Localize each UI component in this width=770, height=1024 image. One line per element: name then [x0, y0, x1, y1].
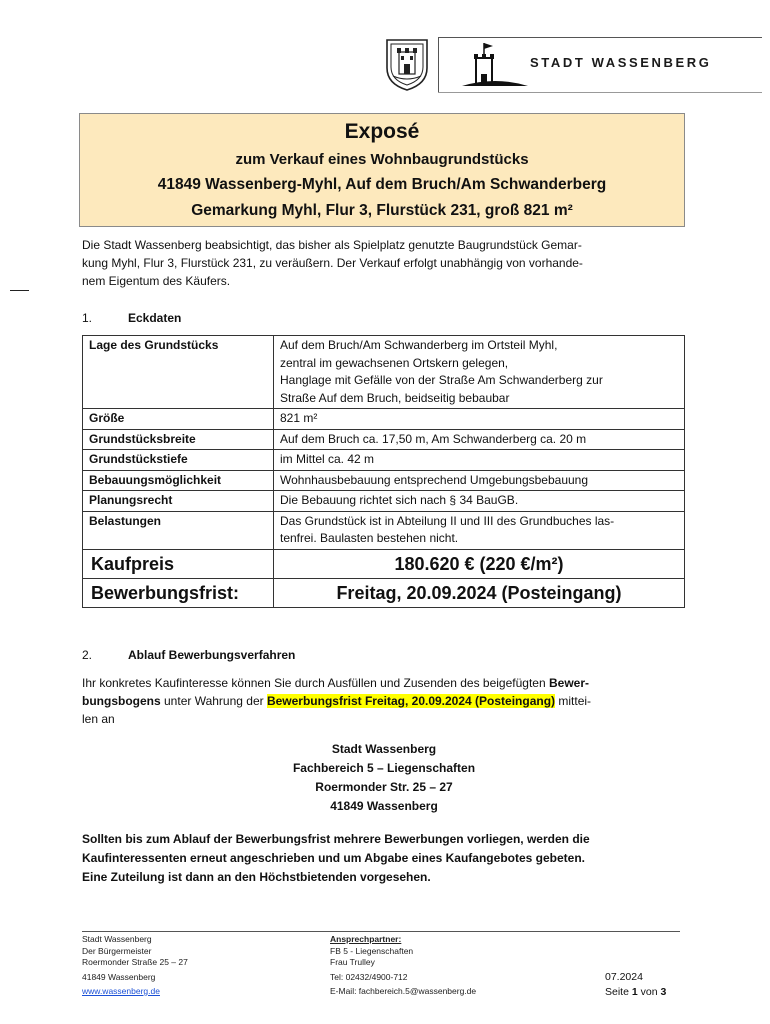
table-row	[83, 511, 685, 549]
table-row	[83, 429, 685, 450]
document-date: 07.2024	[605, 971, 643, 983]
procedure-text: unter Wahrung der	[160, 694, 267, 708]
row-value	[274, 511, 685, 549]
city-name-wordmark: STADT WASSENBERG	[530, 55, 712, 70]
contact-heading: Ansprechpartner:	[330, 934, 402, 944]
row-label: Belastungen	[83, 511, 274, 549]
row-value	[274, 429, 685, 450]
row-value-line: Hanglage mit Gefälle von der Straße Am Schwanderberg zur	[280, 373, 603, 387]
key-data-table	[82, 335, 685, 608]
footer-line: Der Bürgermeister	[82, 945, 152, 956]
row-label: Planungsrecht	[83, 491, 274, 512]
row-value	[274, 336, 685, 409]
row-label: Lage des Grundstücks	[83, 336, 274, 409]
recipient-address	[82, 740, 686, 816]
table-row	[83, 470, 685, 491]
contact-line: Frau Trulley	[330, 957, 375, 967]
row-value	[274, 409, 685, 430]
row-value	[274, 450, 685, 471]
row-value-line: 821 m²	[280, 411, 318, 425]
form-name-part: bungsbogens	[82, 694, 161, 708]
address-line: 41849 Wassenberg	[330, 799, 438, 813]
row-value-line: Auf dem Bruch ca. 17,50 m, Am Schwanderberg ca. 20 m	[280, 431, 587, 446]
table-row	[83, 450, 685, 471]
section-1-title: Eckdaten	[128, 311, 182, 325]
table-row	[83, 409, 685, 430]
table-row	[83, 336, 685, 409]
intro-line: Die Stadt Wassenberg beabsichtigt, das bisher als Spielplatz genutzte Baugrundstück Gemar-	[82, 238, 582, 252]
tower-logo-icon	[462, 42, 528, 88]
row-value-line: Die Bebauung richtet sich nach § 34 BauGB.	[280, 493, 519, 507]
section-1-number: 1.	[82, 311, 93, 325]
city-crest-icon	[384, 38, 430, 92]
deadline-value: Freitag, 20.09.2024 (Posteingang)	[274, 578, 685, 607]
closing-line: Sollten bis zum Ablauf der Bewerbungsfrist mehrere Bewerbungen vorliegen, werden die	[82, 832, 590, 846]
procedure-text: len an	[82, 712, 115, 726]
contact-email: E-Mail: fachbereich.5@wassenberg.de	[330, 986, 477, 996]
footer-line: Stadt Wassenberg	[82, 934, 152, 944]
form-name-part: Bewer-	[548, 676, 589, 690]
title-subline: zum Verkauf eines Wohnbaugrundstücks	[235, 151, 529, 168]
row-label: Bebauungsmöglichkeit	[83, 470, 274, 491]
margin-mark	[10, 290, 29, 291]
website-link[interactable]: www.wassenberg.de	[82, 986, 160, 996]
row-value-line: im Mittel ca. 42 m	[280, 452, 375, 466]
row-value-line: Auf dem Bruch/Am Schwanderberg im Ortsteil Myhl,	[280, 338, 558, 352]
closing-line: Kaufinteressenten erneut angeschrieben und um Abgabe eines Kaufangebotes gebeten.	[82, 851, 585, 865]
table-row	[83, 491, 685, 512]
row-value-line: tenfrei. Baulasten bestehen nicht.	[280, 531, 459, 545]
section-2-title: Ablauf Bewerbungsverfahren	[128, 648, 296, 662]
procedure-paragraph	[82, 674, 686, 728]
row-value-line: Straße Auf dem Bruch, beidseitig bebaubar	[280, 390, 510, 405]
document-title: Exposé	[344, 120, 420, 143]
header-divider-left	[438, 37, 439, 93]
deadline-highlight: Bewerbungsfrist Freitag, 20.09.2024 (Posteingang)	[266, 694, 556, 708]
closing-line: Eine Zuteilung ist dann an den Höchstbietenden vorgesehen.	[82, 870, 431, 884]
procedure-text: mittei-	[555, 694, 592, 708]
procedure-text: Ihr konkretes Kaufinteresse können Sie durch Ausfüllen und Zusenden des beigefügten	[82, 676, 549, 690]
row-label: Grundstücksbreite	[83, 429, 274, 450]
address-line: Roermonder Str. 25 – 27	[315, 780, 453, 794]
intro-line: kung Myhl, Flur 3, Flurstück 231, zu veräußern. Der Verkauf erfolgt unabhängig von vorhande-	[82, 256, 583, 270]
page-indicator	[605, 985, 666, 1000]
page-mid: von	[637, 986, 661, 998]
row-value-line: zentral im gewachsenen Ortskern gelegen,	[280, 355, 509, 370]
footer-divider	[82, 931, 680, 932]
footer-contact	[330, 934, 476, 998]
footer-line: 41849 Wassenberg	[82, 971, 156, 982]
title-parcel: Gemarkung Myhl, Flur 3, Flurstück 231, groß 821 m²	[191, 202, 573, 219]
closing-paragraph	[82, 830, 686, 887]
section-2-number: 2.	[82, 648, 93, 662]
contact-phone: Tel: 02432/4900-712	[330, 971, 408, 982]
price-row	[83, 549, 685, 578]
row-value-line: Wohnhausbebauung entsprechend Umgebungsbebauung	[280, 472, 589, 487]
footer-sender	[82, 934, 188, 998]
price-label: Kaufpreis	[83, 549, 274, 578]
page-current: 1	[631, 986, 638, 998]
contact-line: FB 5 - Liegenschaften	[330, 945, 414, 956]
deadline-label: Bewerbungsfrist:	[83, 578, 274, 607]
intro-line: nem Eigentum des Käufers.	[82, 274, 231, 288]
row-label: Größe	[83, 409, 274, 430]
row-label: Grundstückstiefe	[83, 450, 274, 471]
deadline-row	[83, 578, 685, 607]
footer-line: Roermonder Straße 25 – 27	[82, 957, 188, 967]
row-value	[274, 470, 685, 491]
title-box	[79, 113, 685, 227]
address-line: Stadt Wassenberg	[331, 742, 437, 756]
row-value	[274, 491, 685, 512]
title-address: 41849 Wassenberg-Myhl, Auf dem Bruch/Am Schwanderberg	[157, 176, 607, 193]
header-divider-top	[438, 37, 762, 38]
page-total: 3	[660, 986, 667, 998]
intro-paragraph	[82, 236, 686, 290]
page-prefix: Seite	[605, 986, 632, 998]
address-line: Fachbereich 5 – Liegenschaften	[292, 761, 476, 775]
footer-meta	[605, 970, 666, 1000]
row-value-line: Das Grundstück ist in Abteilung II und III des Grundbuches las-	[280, 513, 615, 528]
price-value: 180.620 € (220 €/m²)	[274, 549, 685, 578]
header-divider-bottom	[438, 92, 762, 93]
